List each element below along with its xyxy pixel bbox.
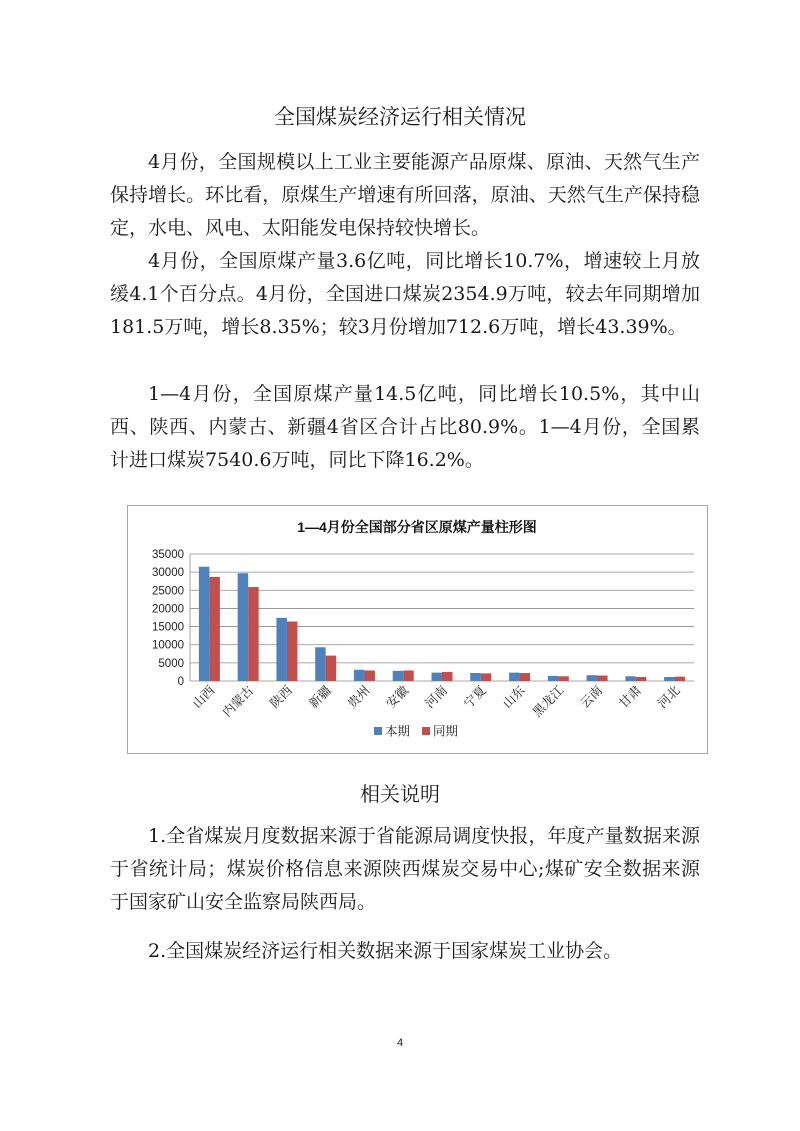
x-tick-label: 甘肃 bbox=[615, 682, 644, 711]
x-tick-label: 山西 bbox=[189, 682, 218, 711]
bar-prior bbox=[248, 587, 259, 681]
bar-prior bbox=[597, 676, 608, 681]
legend-swatch bbox=[374, 727, 382, 735]
bar-current bbox=[199, 567, 210, 681]
bar-current bbox=[664, 677, 675, 681]
y-tick-label: 30000 bbox=[152, 567, 184, 580]
legend-label: 本期 bbox=[385, 723, 411, 739]
x-tick-label: 河南 bbox=[421, 682, 451, 711]
page-number: 4 bbox=[396, 1037, 404, 1049]
y-tick-label: 0 bbox=[177, 676, 184, 688]
note-1: 1.全省煤炭月度数据来源于省能源局调度快报，年度产量数据来源于省统计局；煤炭价格信息来源陕西煤炭交易中心;煤矿安全数据来源于国家矿山安全监察局陕西局。 bbox=[110, 825, 700, 913]
bar-current bbox=[238, 573, 249, 681]
coal-output-chart bbox=[127, 505, 708, 754]
y-tick-label: 25000 bbox=[152, 585, 184, 598]
bar-prior bbox=[558, 676, 569, 681]
bar-prior bbox=[209, 577, 220, 681]
bar-prior bbox=[520, 673, 531, 681]
bar-prior bbox=[326, 656, 337, 681]
x-tick-label: 河北 bbox=[654, 682, 683, 711]
bar-current bbox=[587, 675, 598, 681]
paragraph-2: 4月份，全国原煤产量3.6亿吨，同比增长10.7%，增速较上月放缓4.1个百分点。4月份，全国进口煤炭2354.9万吨，较去年同期增加181.5万吨，增长8.35%；较3月份增加712.6万吨，增长43.39%。 bbox=[110, 250, 700, 338]
y-tick-label: 35000 bbox=[152, 549, 184, 561]
section-title: 相关说明 bbox=[360, 782, 440, 806]
chart-title: 1—4月份全国部分省区原煤产量柱形图 bbox=[297, 519, 537, 535]
bar-current bbox=[470, 673, 481, 681]
x-tick-label: 安徽 bbox=[383, 682, 412, 711]
bar-current bbox=[625, 676, 636, 681]
legend-swatch bbox=[422, 727, 430, 735]
bar-prior bbox=[675, 677, 686, 681]
bar-prior bbox=[636, 677, 647, 681]
bar-current bbox=[432, 673, 443, 681]
y-tick-label: 15000 bbox=[152, 621, 184, 634]
x-tick-label: 内蒙古 bbox=[219, 682, 257, 720]
bar-chart-svg bbox=[128, 506, 707, 753]
paragraph-1: 4月份，全国规模以上工业主要能源产品原煤、原油、天然气生产保持增长。环比看，原煤生产增速有所回落，原油、天然气生产保持稳定，水电、风电、太阳能发电保持较快增长。 bbox=[110, 151, 700, 239]
x-tick-label: 云南 bbox=[576, 682, 606, 711]
y-tick-label: 20000 bbox=[152, 603, 184, 616]
x-tick-label: 陕西 bbox=[266, 682, 296, 711]
x-tick-label: 新疆 bbox=[305, 682, 334, 711]
x-tick-label: 黑龙江 bbox=[529, 682, 567, 720]
x-tick-label: 贵州 bbox=[344, 682, 373, 711]
legend-label: 同期 bbox=[433, 723, 459, 739]
bar-prior bbox=[364, 670, 375, 681]
bar-current bbox=[393, 671, 404, 681]
note-2: 2.全国煤炭经济运行相关数据来源于国家煤炭工业协会。 bbox=[148, 940, 623, 962]
y-tick-label: 10000 bbox=[152, 639, 184, 652]
paragraph-3: 1—4月份，全国原煤产量14.5亿吨，同比增长10.5%，其中山西、陕西、内蒙古、新疆4省区合计占比80.9%。1—4月份，全国累计进口煤炭7540.6万吨，同比下降16.2%。 bbox=[110, 383, 700, 471]
y-tick-label: 5000 bbox=[158, 657, 184, 670]
bar-current bbox=[548, 676, 559, 681]
page-title: 全国煤炭经济运行相关情况 bbox=[274, 105, 526, 129]
bar-prior bbox=[442, 672, 453, 681]
bar-prior bbox=[403, 670, 414, 681]
x-tick-label: 宁夏 bbox=[460, 682, 489, 711]
bar-prior bbox=[287, 621, 298, 681]
bar-current bbox=[354, 670, 365, 681]
bar-current bbox=[509, 673, 520, 681]
x-tick-label: 山东 bbox=[499, 682, 528, 711]
bar-current bbox=[315, 647, 326, 681]
bar-prior bbox=[481, 673, 492, 681]
bar-current bbox=[276, 618, 287, 681]
